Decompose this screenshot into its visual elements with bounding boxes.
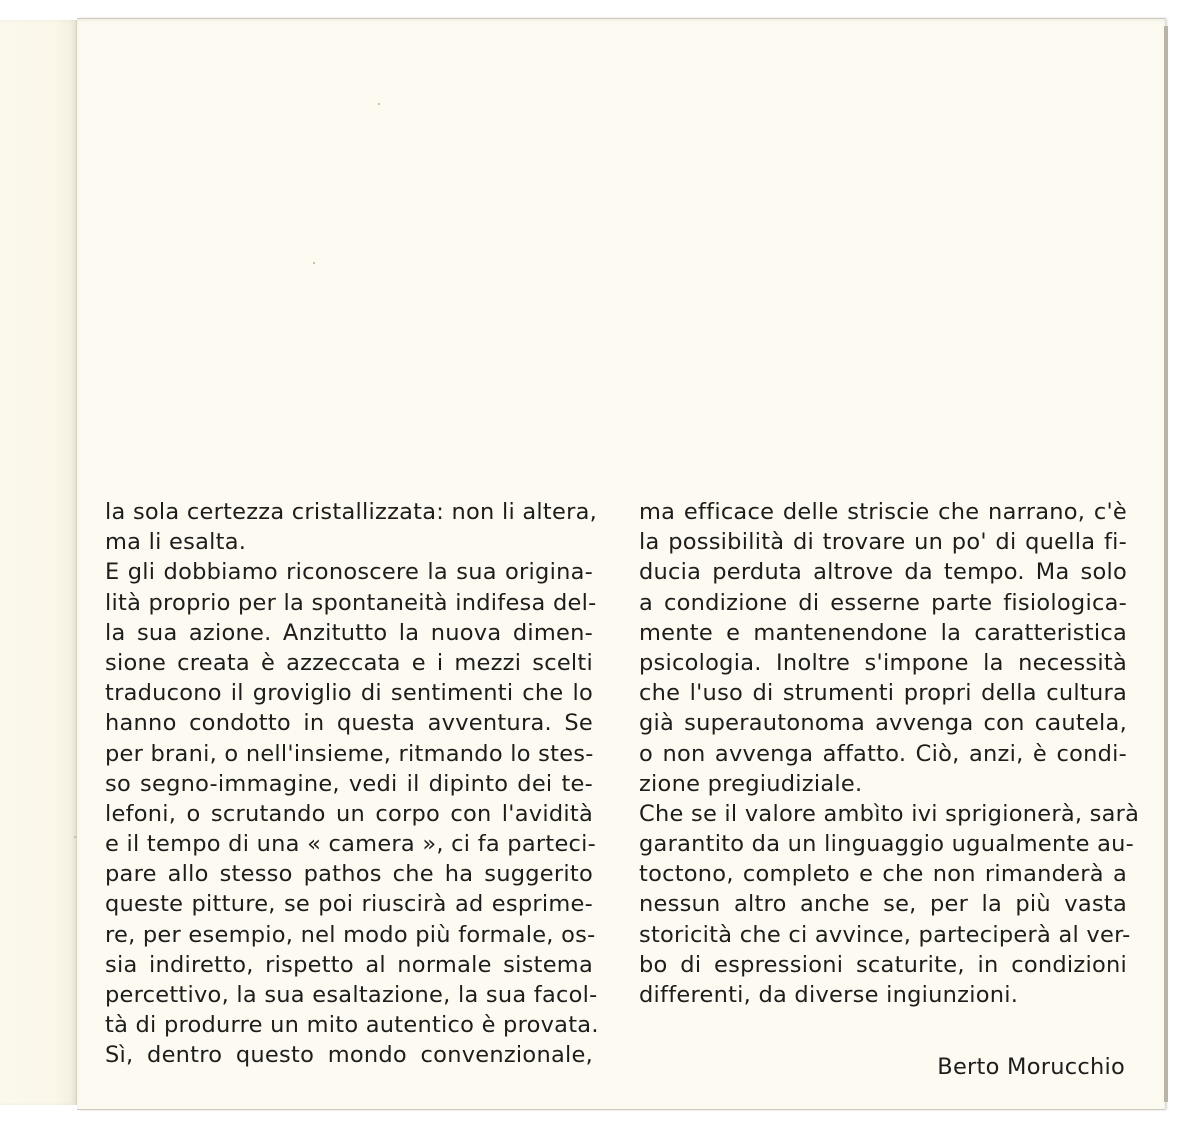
folded-flap [0,20,77,1105]
page-edge-shadow [1164,26,1168,1102]
text-line: hanno condotto in questa avventura. Se [105,710,593,737]
text-line: differenti, da diverse ingiunzioni. [639,982,1019,1008]
text-line: e il tempo di una « camera », ci fa parteci- [105,831,597,858]
text-line: che l'uso di strumenti propri della cultura [639,680,1127,707]
text-line: a condizione di esserne parte fisiologica- [639,589,1127,616]
author-signature: Berto Morucchio [937,1054,1125,1080]
text-line: psicologia. Inoltre s'impone la necessità [639,649,1127,676]
text-line: per brani, o nell'insieme, ritmando lo stes- [105,740,594,767]
text-line: tà di produrre un mito autentico è provata. [105,1012,599,1039]
paper-speck [313,262,315,264]
text-line: ma li esalta. [105,529,247,556]
text-line: garantito da un linguaggio ugualmente au- [639,831,1134,858]
text-line: queste pitture, se poi riuscirà ad esprime- [105,891,593,918]
text-line: ducia perduta altrove da tempo. Ma solo [639,559,1127,586]
text-line: percettivo, la sua esaltazione, la sua facol- [105,982,598,1008]
text-line: Che se il valore ambìto ivi sprigionerà, sarà [639,800,1140,827]
text-line: la possibilità di trovare un po' di quella fi- [639,529,1127,556]
text-line: o non avvenga affatto. Ciò, anzi, è condi- [639,740,1127,767]
text-line: la sua azione. Anzitutto la nuova dimen- [105,619,593,646]
text-line: so segno-immagine, vedi il dipinto dei te- [105,770,593,797]
text-line: re, per esempio, nel modo più formale, os- [105,921,596,948]
text-line: lefoni, o scrutando un corpo con l'avidità [105,800,593,827]
text-line: la sola certezza cristallizzata: non li altera, [105,499,598,525]
left-text-column [105,497,599,1071]
text-line: storicità che ci avvince, parteciperà al ver- [639,921,1131,948]
text-line: nessun altro anche se, per la più vasta [639,891,1127,918]
text-line: E gli dobbiamo riconoscere la sua origina- [105,559,593,586]
text-line: pare allo stesso pathos che ha suggerito [105,861,593,888]
right-text-column [639,497,1140,1010]
text-line: Sì, dentro questo mondo convenzionale, [105,1042,593,1069]
text-line: mente e mantenendone la caratteristica [639,619,1127,646]
text-line: zione pregiudiziale. [639,770,863,797]
text-line: traducono il groviglio di sentimenti che lo [105,680,593,707]
text-line: ma efficace delle striscie che narrano, c'è [639,499,1127,525]
text-line: sia indiretto, rispetto al normale sistema [105,951,593,978]
text-line: toctono, completo e che non rimanderà a [639,861,1127,888]
text-line: bo di espressioni scaturite, in condizioni [639,951,1127,978]
text-line: sione creata è azzeccata e i mezzi scelti [105,649,593,676]
paper-speck [378,103,380,105]
paper-speck [74,836,76,838]
text-line: lità proprio per la spontaneità indifesa del- [105,589,597,616]
text-line: già superautonoma avvenga con cautela, [639,710,1127,737]
